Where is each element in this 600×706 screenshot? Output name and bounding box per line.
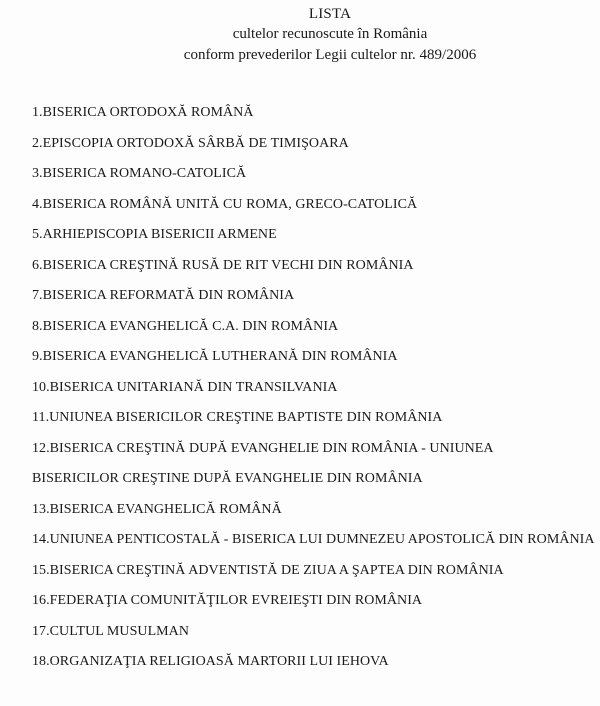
list-item-text: 18.ORGANIZAŢIA RELIGIOASĂ MARTORII LUI IEHOVA — [32, 654, 389, 669]
list-item — [32, 556, 597, 587]
list-item-text: 6.BISERICA CREŞTINĂ RUSĂ DE RIT VECHI DIN ROMÂNIA — [32, 257, 414, 273]
list-item — [32, 281, 597, 312]
list-item-text: 5.ARHIEPISCOPIA BISERICII ARMENE — [32, 227, 277, 242]
list-item — [32, 342, 597, 373]
list-item-text: 17.CULTUL MUSULMAN — [32, 623, 189, 639]
law-reference: conform prevederilor Legii cultelor nr. 489/2006 — [183, 47, 477, 63]
list-item — [32, 647, 597, 678]
list-item-text: 11.UNIUNEA BISERICILOR CREŞTINE BAPTISTE DIN ROMÂNIA — [32, 410, 443, 425]
list-item — [32, 434, 597, 495]
list-item-text: 14.UNIUNEA PENTICOSTALĂ - BISERICA LUI DUMNEZEU APOSTOLICĂ DIN — [32, 532, 524, 547]
list-item — [32, 403, 597, 434]
list-item — [32, 373, 597, 404]
list-item — [32, 586, 597, 617]
list-item — [32, 251, 597, 282]
list-item-text: 4.BISERICA ROMÂNĂ UNITĂ CU ROMA, GRECO-CATOLICĂ — [32, 196, 418, 212]
list-item-text: 1.BISERICA ORTODOXĂ ROMÂNĂ — [32, 105, 254, 120]
list-item-text: 10.BISERICA UNITARIANĂ DIN TRANSILVANIA — [32, 379, 338, 395]
list-item — [32, 495, 597, 526]
list-item-text: 15.BISERICA CREŞTINĂ ADVENTISTĂ DE ZIUA A ŞAPTEA DIN ROMÂNIA — [32, 562, 504, 578]
list-item — [32, 220, 597, 251]
list-item-text-continued: BISERICILOR CREŞTINE DUPĂ EVANGHELIE DIN ROMÂNIA — [32, 471, 423, 486]
list-item-text-continued: ROMÂNIA — [527, 532, 595, 547]
cults-list — [32, 98, 597, 678]
list-item-text: 7.BISERICA REFORMATĂ DIN ROMÂNIA — [32, 288, 295, 303]
document-header — [0, 4, 600, 66]
list-item — [32, 190, 597, 221]
list-item — [32, 312, 597, 343]
document-subtitle: cultelor recunoscute în România — [232, 26, 428, 42]
list-item-text: 12.BISERICA CREŞTINĂ DUPĂ EVANGHELIE DIN ROMÂNIA - UNIUNEA — [32, 440, 494, 456]
list-item — [32, 129, 597, 160]
list-item-text: 3.BISERICA ROMANO-CATOLICĂ — [32, 166, 247, 181]
list-item — [32, 525, 597, 556]
list-item-text: 16.FEDERAŢIA COMUNITĂŢILOR EVREIEŞTI DIN ROMÂNIA — [32, 593, 423, 608]
list-item-text: 13.BISERICA EVANGHELICĂ ROMÂNĂ — [32, 501, 282, 517]
list-item — [32, 159, 597, 190]
list-item — [32, 617, 597, 648]
document-title: LISTA — [308, 6, 352, 22]
list-item-text: 9.BISERICA EVANGHELICĂ LUTHERANĂ DIN ROMÂNIA — [32, 349, 398, 364]
list-item — [32, 98, 597, 129]
list-item-text: 2.EPISCOPIA ORTODOXĂ SÂRBĂ DE TIMIŞOARA — [32, 135, 349, 151]
list-item-text: 8.BISERICA EVANGHELICĂ C.A. DIN ROMÂNIA — [32, 318, 339, 334]
